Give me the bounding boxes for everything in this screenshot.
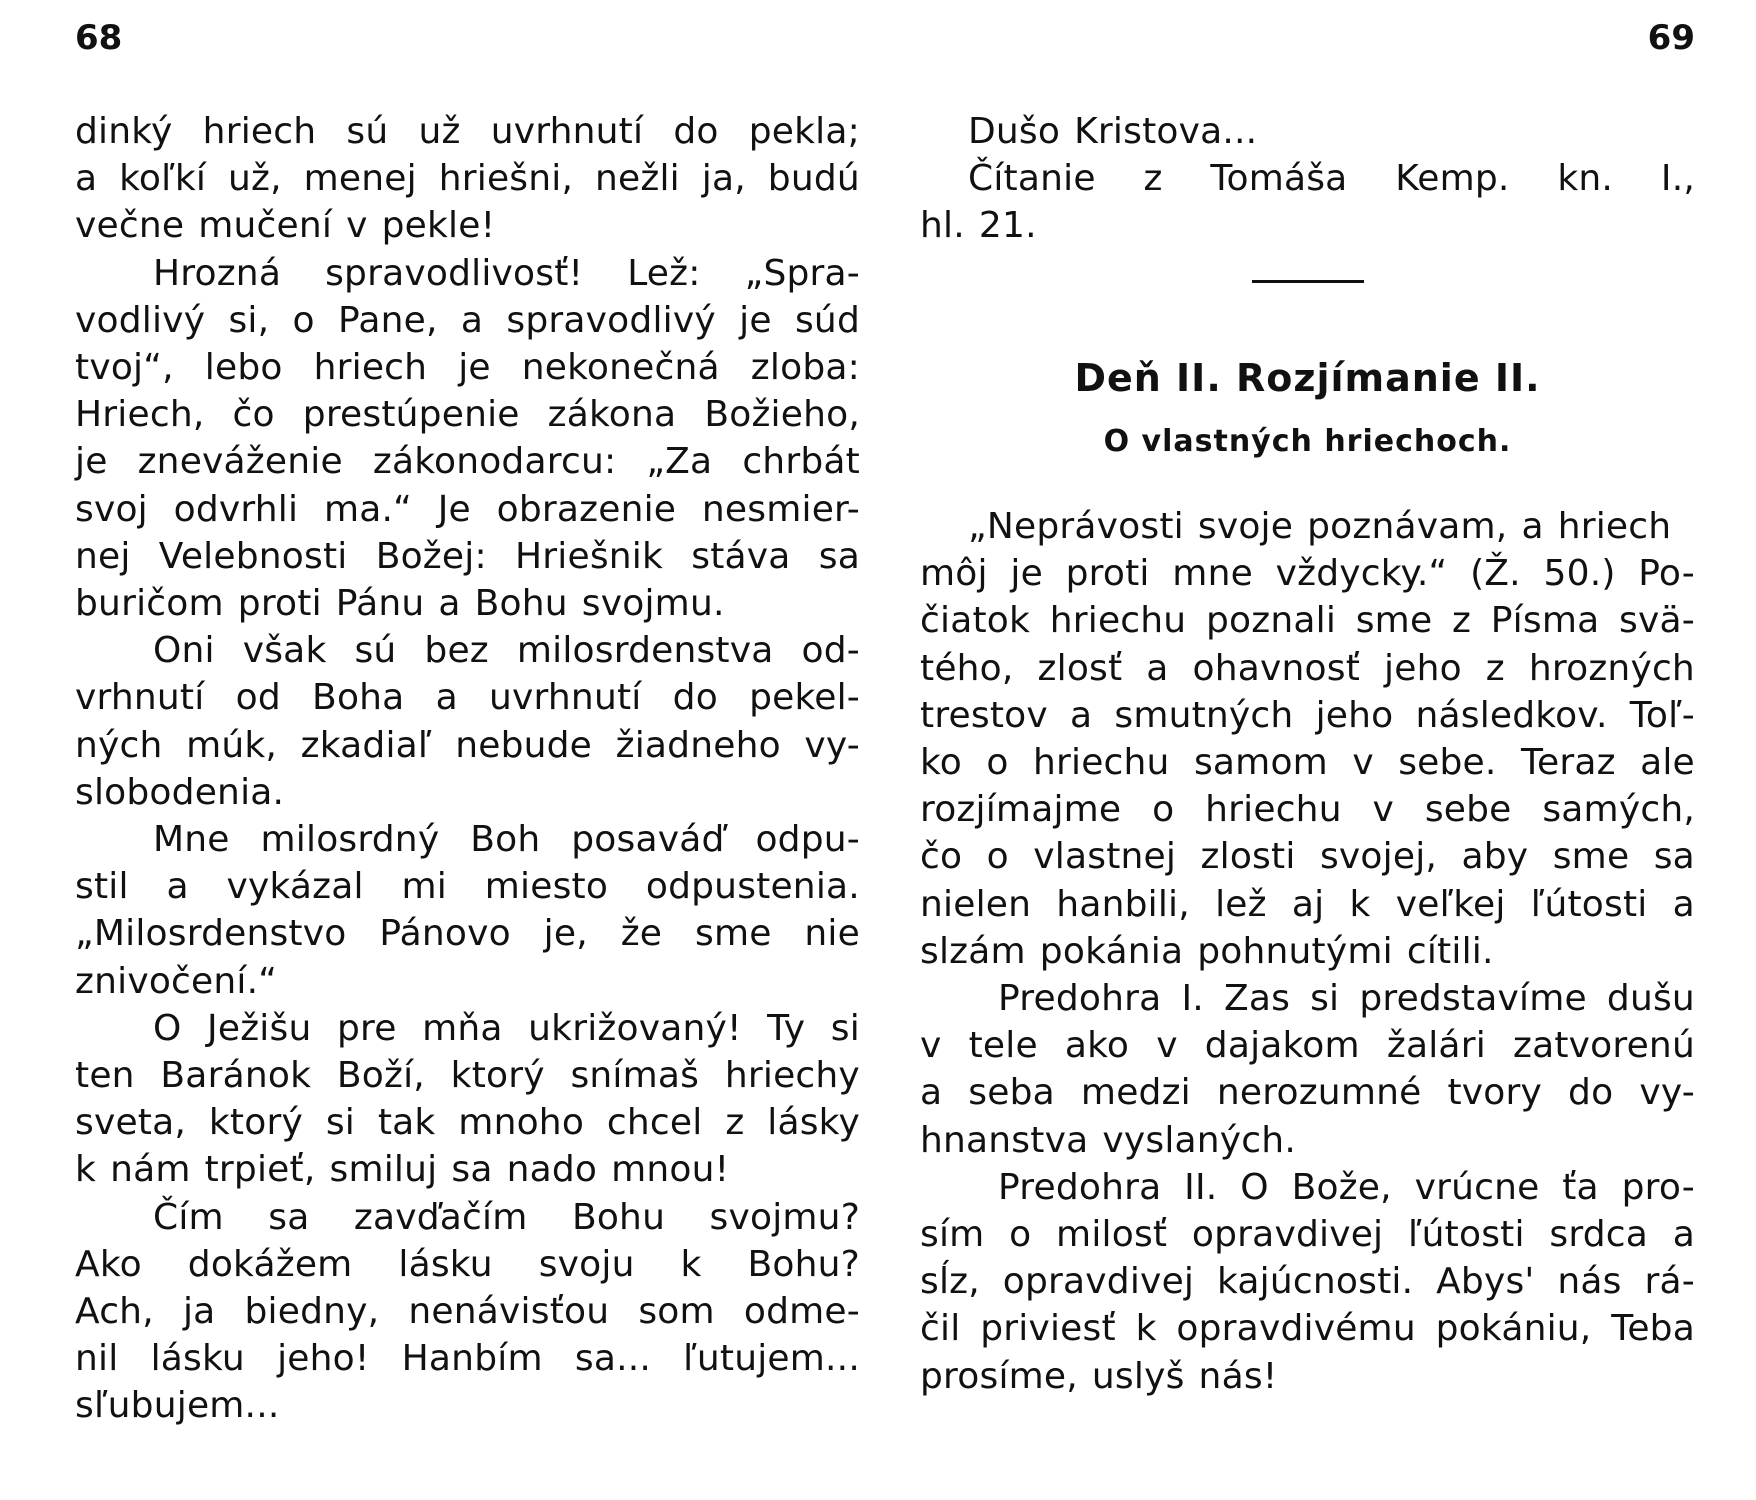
section-divider bbox=[1252, 280, 1364, 283]
left-page-text bbox=[75, 108, 860, 1430]
text-line: Ach, ja biedny, nenávisťou som odme- bbox=[75, 1291, 860, 1333]
chapter-heading: Deň II. Rozjímanie II. bbox=[1074, 355, 1541, 400]
right-page bbox=[905, 0, 1695, 1500]
text-line: prosíme, uslyš nás! bbox=[920, 1355, 1278, 1397]
text-line: „Milosrdenstvo Pánovo je, že sme nie bbox=[75, 913, 860, 955]
text-line: Ako dokážem lásku svoju k Bohu? bbox=[75, 1243, 860, 1285]
text-line: slzám pokánia pohnutými cítili. bbox=[920, 930, 1494, 972]
text-line: Čítanie z Tomáša Kemp. kn. I., bbox=[968, 158, 1695, 200]
chapter-subheading: O vlastných hriechoch. bbox=[1103, 423, 1512, 459]
text-line: a seba medzi nerozumné tvory do vy- bbox=[920, 1072, 1695, 1114]
text-line: buričom proti Pánu a Bohu svojmu. bbox=[75, 583, 725, 625]
text-line: ko o hriechu samom v sebe. Teraz ale bbox=[920, 742, 1695, 784]
text-line: slobodenia. bbox=[75, 771, 285, 813]
text-line: Predohra I. Zas si predstavíme dušu bbox=[998, 978, 1695, 1020]
text-line: „Neprávosti svoje poznávam, a hriech bbox=[968, 506, 1672, 548]
text-line: stil a vykázal mi miesto odpustenia. bbox=[75, 866, 860, 908]
text-line: O Ježišu pre mňa ukrižovaný! Ty si bbox=[153, 1007, 860, 1049]
right-page-text bbox=[920, 108, 1695, 1400]
text-line: Predohra II. O Bože, vrúcne ťa pro- bbox=[998, 1166, 1695, 1208]
text-line: Hrozná spravodlivosť! Lež: „Spra- bbox=[153, 252, 860, 294]
text-line: čiatok hriechu poznali sme z Písma svä- bbox=[920, 600, 1695, 642]
text-line: čo o vlastnej zlosti svojej, aby sme sa bbox=[920, 836, 1695, 878]
text-line: dinký hriech sú už uvrhnutí do pekla; bbox=[75, 111, 860, 152]
text-line: ných múk, zkadiaľ nebude žiadneho vy- bbox=[75, 724, 860, 766]
text-line: večne mučení v pekle! bbox=[75, 205, 496, 247]
left-page bbox=[60, 0, 860, 1500]
text-line: sím o milosť opravdivej ľútosti srdca a bbox=[920, 1214, 1695, 1256]
text-line: svoj odvrhli ma.“ Je obrazenie nesmier- bbox=[75, 488, 860, 530]
text-line: tvoj“, lebo hriech je nekonečná zloba: bbox=[75, 347, 860, 389]
text-line: rozjímajme o hriechu v sebe samých, bbox=[920, 789, 1695, 831]
text-line: a koľkí už, menej hriešni, nežli ja, budú bbox=[75, 158, 860, 200]
text-line: Mne milosrdný Boh posaváď odpu- bbox=[153, 819, 860, 861]
spacer bbox=[920, 465, 1695, 503]
text-line: tého, zlosť a ohavnosť jeho z hrozných bbox=[920, 647, 1695, 689]
text-line: Hriech, čo prestúpenie zákona Božieho, bbox=[75, 394, 860, 436]
body-text bbox=[920, 503, 1695, 1400]
text-line: vrhnutí od Boha a uvrhnutí do pekel- bbox=[75, 677, 860, 719]
text-line: nil lásku jeho! Hanbím sa... ľutujem... bbox=[75, 1338, 860, 1380]
text-line: vodlivý si, o Pane, a spravodlivý je súd bbox=[75, 299, 860, 341]
intro-text bbox=[920, 108, 1695, 250]
text-line: v tele ako v dajakom žalári zatvorenú bbox=[920, 1025, 1695, 1067]
page-number: 68 bbox=[75, 18, 123, 58]
text-line: ten Baránok Boží, ktorý snímaš hriechy bbox=[75, 1055, 860, 1097]
text-line: nielen hanbili, lež aj k veľkej ľútosti a bbox=[920, 883, 1695, 925]
text-line: trestov a smutných jeho následkov. Toľ- bbox=[920, 694, 1695, 736]
text-line: sveta, ktorý si tak mnoho chcel z lásky bbox=[75, 1102, 860, 1144]
text-line: sĺz, opravdivej kajúcnosti. Abys' nás rá- bbox=[920, 1261, 1695, 1303]
text-line: sľubujem... bbox=[75, 1385, 280, 1427]
page-number: 69 bbox=[1647, 18, 1695, 58]
text-line: Oni však sú bez milosrdenstva od- bbox=[153, 630, 860, 672]
text-line: je zneváženie zákonodarcu: „Za chrbát bbox=[75, 441, 860, 483]
text-line: Čím sa zavďačím Bohu svojmu? bbox=[153, 1196, 860, 1238]
text-line: hl. 21. bbox=[920, 205, 1037, 247]
text-line: Dušo Kristova... bbox=[968, 111, 1258, 152]
text-line: nej Velebnosti Božej: Hriešnik stáva sa bbox=[75, 535, 860, 577]
text-line: k nám trpieť, smiluj sa nado mnou! bbox=[75, 1149, 730, 1191]
text-line: čil priviesť k opravdivému pokániu, Teba bbox=[920, 1308, 1695, 1350]
text-line: znivočení.“ bbox=[75, 960, 278, 1002]
text-line: hnanstva vyslaných. bbox=[920, 1119, 1296, 1161]
text-line: môj je proti mne vždycky.“ (Ž. 50.) Po- bbox=[920, 553, 1695, 595]
